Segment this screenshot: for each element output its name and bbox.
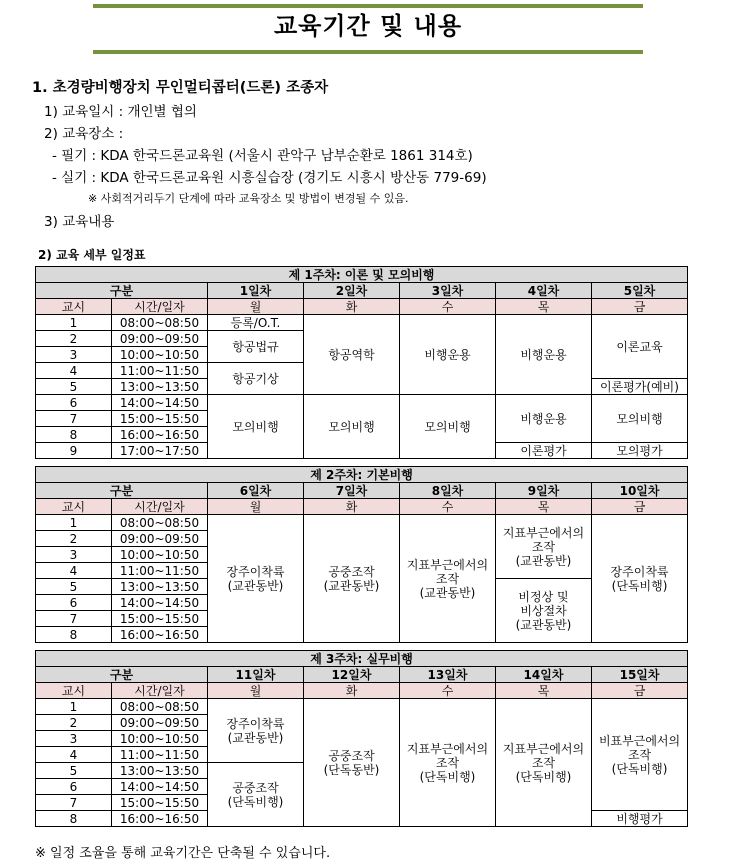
week1-d2-aerodynamics: 항공역학	[304, 315, 400, 395]
table-row-period: 1	[36, 699, 112, 715]
table-row-period: 5	[36, 763, 112, 779]
week3-weekday-wed: 수	[400, 683, 496, 699]
footnote: ※ 일정 조율을 통해 교육기간은 단축될 수 있습니다.	[35, 846, 331, 861]
table-row-time: 08:00~08:50	[112, 699, 208, 715]
title-bottom-rule	[93, 50, 643, 54]
table-row-time: 11:00~11:50	[112, 363, 208, 379]
week1-d4-operation: 비행운용	[496, 315, 592, 395]
week3-table	[35, 650, 688, 827]
week3-day-12: 12일차	[304, 667, 400, 683]
week1-period-header: 교시	[36, 299, 112, 315]
week1-d5-theory-eval: 이론평가(예비)	[592, 379, 688, 395]
week1-day-3: 3일차	[400, 283, 496, 299]
week3-d13-cell	[400, 699, 496, 827]
week1-d5-simulation-eval: 모의평가	[592, 443, 688, 459]
week3-weekday-tue: 화	[304, 683, 400, 699]
week1-weekday-tue: 화	[304, 299, 400, 315]
week3-d11b-line2: (단독비행)	[227, 794, 284, 809]
week3-time-header: 시간/일자	[112, 683, 208, 699]
week2-gubun: 구분	[36, 483, 208, 499]
table-row-period: 2	[36, 715, 112, 731]
table-row-period: 6	[36, 595, 112, 611]
week1-d1-meteorology: 항공기상	[208, 363, 304, 395]
week3-title: 제 3주차: 실무비행	[36, 651, 688, 667]
week2-weekday-mon: 월	[208, 499, 304, 515]
table-row-time: 15:00~15:50	[112, 411, 208, 427]
week3-d12-cell	[304, 699, 400, 827]
week2-d8-cell	[400, 515, 496, 643]
week1-day-1: 1일차	[208, 283, 304, 299]
week2-weekday-wed: 수	[400, 499, 496, 515]
table-row-time: 10:00~10:50	[112, 347, 208, 363]
week3-d11a-line2: (교관동반)	[227, 730, 284, 745]
table-row-time: 11:00~11:50	[112, 563, 208, 579]
table-row-time: 14:00~14:50	[112, 595, 208, 611]
table-row-time: 10:00~10:50	[112, 731, 208, 747]
week1-gubun: 구분	[36, 283, 208, 299]
week1-d4-theory-eval: 이론평가	[496, 443, 592, 459]
week3-weekday-fri: 금	[592, 683, 688, 699]
week2-d7-cell	[304, 515, 400, 643]
table-row-period: 1	[36, 315, 112, 331]
table-row-time: 13:00~13:50	[112, 379, 208, 395]
week2-day-6: 6일차	[208, 483, 304, 499]
table-row-period: 2	[36, 531, 112, 547]
table-row-time: 11:00~11:50	[112, 747, 208, 763]
week1-weekday-thu: 목	[496, 299, 592, 315]
week2-d7-line2: (교관동반)	[323, 578, 380, 593]
week3-period-header: 교시	[36, 683, 112, 699]
week2-d9a-cell	[496, 515, 592, 579]
table-row-period: 8	[36, 811, 112, 827]
week3-day-13: 13일차	[400, 667, 496, 683]
week3-weekday-thu: 목	[496, 683, 592, 699]
week2-d6-line2: (교관동반)	[227, 578, 284, 593]
week1-d5-simulation: 모의비행	[592, 395, 688, 443]
table-row-period: 8	[36, 427, 112, 443]
week3-day-11: 11일차	[208, 667, 304, 683]
table-row-period: 6	[36, 395, 112, 411]
week2-d9b-cell	[496, 579, 592, 643]
table-row-period: 9	[36, 443, 112, 459]
week2-d9b-line3: (교관동반)	[515, 617, 572, 632]
week3-weekday-mon: 월	[208, 683, 304, 699]
week3-d14-line3: (단독비행)	[515, 769, 572, 784]
week1-day-4: 4일차	[496, 283, 592, 299]
week2-d6-cell	[208, 515, 304, 643]
table-row-time: 09:00~09:50	[112, 715, 208, 731]
week2-d10-cell	[592, 515, 688, 643]
week2-day-8: 8일차	[400, 483, 496, 499]
week2-weekday-tue: 화	[304, 499, 400, 515]
table-row-period: 3	[36, 731, 112, 747]
edu-place-line: 2) 교육장소 :	[44, 126, 124, 142]
page-title: 교육기간 및 내용	[274, 12, 462, 40]
week1-day-2: 2일차	[304, 283, 400, 299]
table-row-time: 17:00~17:50	[112, 443, 208, 459]
table-row-period: 1	[36, 515, 112, 531]
week2-d7-line1: 공중조작	[328, 564, 375, 579]
table-row-period: 7	[36, 611, 112, 627]
table-row-period: 2	[36, 331, 112, 347]
week3-d11a-cell	[208, 699, 304, 763]
table-row-period: 3	[36, 547, 112, 563]
written-place-line: - 필기 : KDA 한국드론교육원 (서울시 관악구 남부순환로 1861 314호)	[52, 148, 473, 164]
week1-d2-simulation: 모의비행	[304, 395, 400, 459]
week1-d1-registration: 등록/O.T.	[208, 315, 304, 331]
week2-d9b-line2: 비상절차	[520, 603, 567, 618]
week1-weekday-wed: 수	[400, 299, 496, 315]
table-row-period: 7	[36, 795, 112, 811]
week3-day-14: 14일차	[496, 667, 592, 683]
week1-d1-simulation: 모의비행	[208, 395, 304, 459]
table-row-time: 09:00~09:50	[112, 331, 208, 347]
table-row-period: 6	[36, 779, 112, 795]
table-row-time: 16:00~16:50	[112, 811, 208, 827]
week2-period-header: 교시	[36, 499, 112, 515]
section1-heading: 1. 초경량비행장치 무인멀티콥터(드론) 조종자	[32, 80, 329, 96]
distancing-note: ※ 사회적거리두기 단계에 따라 교육장소 및 방법이 변경될 수 있음.	[88, 192, 409, 205]
week1-d1-aviation-law: 항공법규	[208, 331, 304, 363]
week3-d14-line1: 지표부근에서의	[502, 741, 585, 756]
week2-weekday-thu: 목	[496, 499, 592, 515]
week3-d15-line3: (단독비행)	[611, 761, 668, 776]
week2-d9b-line1: 비정상 및	[518, 589, 569, 604]
week1-d3-simulation: 모의비행	[400, 395, 496, 459]
practical-place-line: - 실기 : KDA 한국드론교육원 시흥실습장 (경기도 시흥시 방산동 779-69)	[52, 170, 487, 186]
table-row-time: 16:00~16:50	[112, 627, 208, 643]
week3-d15-line1: 비표부근에서의	[598, 733, 681, 748]
week3-day-15: 15일차	[592, 667, 688, 683]
table-row-time: 14:00~14:50	[112, 779, 208, 795]
week3-d15-flight-eval: 비행평가	[592, 811, 688, 827]
week3-d15-cell	[592, 699, 688, 811]
week3-d14-line2: 조작	[531, 755, 556, 770]
table-row-period: 3	[36, 347, 112, 363]
week3-gubun: 구분	[36, 667, 208, 683]
table-row-time: 13:00~13:50	[112, 763, 208, 779]
table-row-time: 15:00~15:50	[112, 795, 208, 811]
section2-heading: 2) 교육 세부 일정표	[38, 248, 146, 262]
week3-d13-line1: 지표부근에서의	[406, 741, 489, 756]
table-row-period: 5	[36, 579, 112, 595]
week2-d8-line3: (교관동반)	[419, 585, 476, 600]
table-row-period: 4	[36, 363, 112, 379]
week3-d11b-line1: 공중조작	[232, 780, 279, 795]
week1-d3-operation: 비행운용	[400, 315, 496, 395]
week3-d13-line3: (단독비행)	[419, 769, 476, 784]
week2-time-header: 시간/일자	[112, 499, 208, 515]
title-block	[93, 4, 643, 54]
week2-day-10: 10일차	[592, 483, 688, 499]
table-row-period: 4	[36, 747, 112, 763]
week2-d10-line2: (단독비행)	[611, 578, 668, 593]
week2-table	[35, 466, 688, 643]
table-row-time: 10:00~10:50	[112, 547, 208, 563]
week1-weekday-fri: 금	[592, 299, 688, 315]
edu-content-line: 3) 교육내용	[44, 214, 115, 230]
week2-title: 제 2주차: 기본비행	[36, 467, 688, 483]
table-row-time: 16:00~16:50	[112, 427, 208, 443]
edu-date-line: 1) 교육일시 : 개인별 협의	[44, 104, 197, 120]
table-row-period: 4	[36, 563, 112, 579]
table-row-time: 14:00~14:50	[112, 395, 208, 411]
week1-day-5: 5일차	[592, 283, 688, 299]
week1-title: 제 1주차: 이론 및 모의비행	[36, 267, 688, 283]
table-row-period: 7	[36, 411, 112, 427]
week3-d15-line2: 조작	[627, 747, 652, 762]
week2-day-7: 7일차	[304, 483, 400, 499]
week2-d9a-line3: (교관동반)	[515, 553, 572, 568]
week2-day-9: 9일차	[496, 483, 592, 499]
table-row-time: 13:00~13:50	[112, 579, 208, 595]
week2-d10-line1: 장주이착륙	[610, 564, 669, 579]
week1-d5-theory: 이론교육	[592, 315, 688, 379]
table-row-period: 8	[36, 627, 112, 643]
week2-weekday-fri: 금	[592, 499, 688, 515]
week1-weekday-mon: 월	[208, 299, 304, 315]
week2-d8-line2: 조작	[435, 571, 460, 586]
week2-d6-line1: 장주이착륙	[226, 564, 285, 579]
week3-d12-line2: (단독동반)	[323, 762, 380, 777]
table-row-period: 5	[36, 379, 112, 395]
week3-d11a-line1: 장주이착륙	[226, 716, 285, 731]
week1-d4-operation-2: 비행운용	[496, 395, 592, 443]
week1-time-header: 시간/일자	[112, 299, 208, 315]
table-row-time: 15:00~15:50	[112, 611, 208, 627]
week3-d11b-cell	[208, 763, 304, 827]
week2-d9a-line2: 조작	[531, 539, 556, 554]
table-row-time: 08:00~08:50	[112, 515, 208, 531]
week3-d13-line2: 조작	[435, 755, 460, 770]
week2-d9a-line1: 지표부근에서의	[502, 525, 585, 540]
table-row-time: 08:00~08:50	[112, 315, 208, 331]
week1-table	[35, 266, 688, 459]
table-row-time: 09:00~09:50	[112, 531, 208, 547]
week2-d8-line1: 지표부근에서의	[406, 557, 489, 572]
week3-d14-cell	[496, 699, 592, 827]
week3-d12-line1: 공중조작	[328, 748, 375, 763]
